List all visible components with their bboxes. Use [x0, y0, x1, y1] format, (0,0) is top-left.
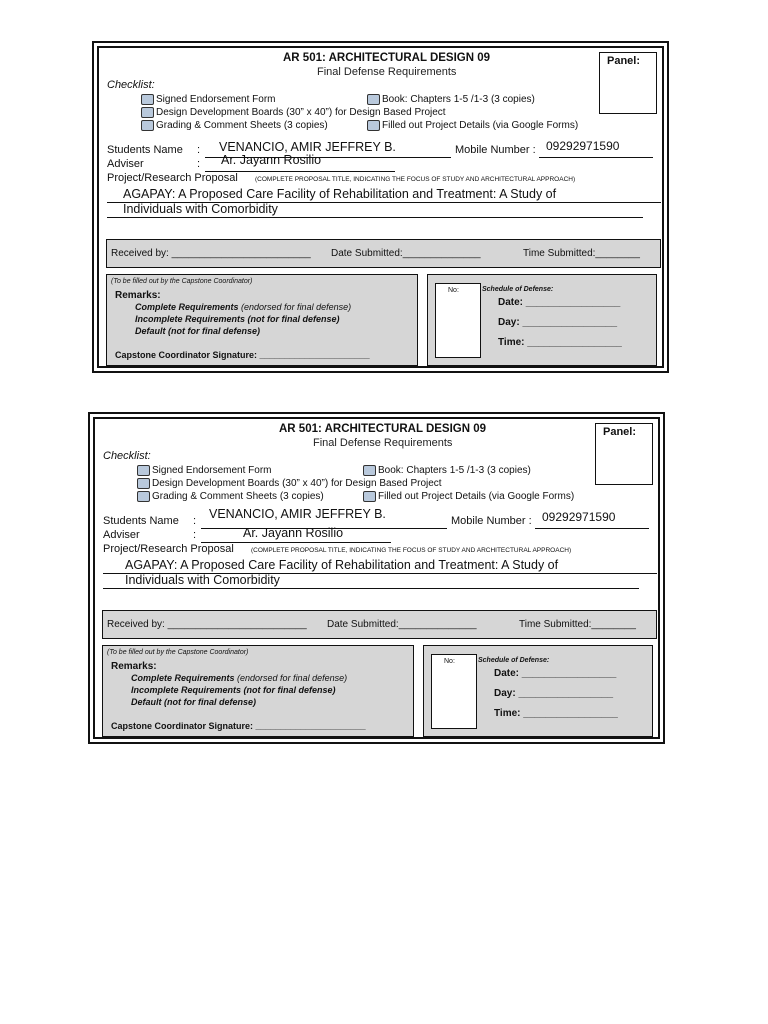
no-box[interactable]	[431, 654, 477, 729]
adviser-label: Adviser	[103, 529, 140, 541]
coordinator-box	[102, 645, 414, 737]
form-inner-border	[93, 417, 660, 739]
remark-complete[interactable]	[131, 673, 347, 683]
schedule-day[interactable]: Day: _________________	[498, 317, 617, 328]
checklist-item-label: Grading & Comment Sheets (3 copies)	[152, 491, 324, 502]
students-name-value[interactable]: VENANCIO, AMIR JEFFREY B.	[219, 140, 396, 154]
remark-default[interactable]: Default (not for final defense)	[131, 697, 257, 707]
proposal-title-line-2[interactable]: Individuals with Comorbidity	[125, 573, 280, 587]
remarks-label: Remarks:	[111, 661, 157, 672]
remark-incomplete[interactable]: Incomplete Requirements (not for final defense)	[131, 685, 336, 695]
remark-default[interactable]: Default (not for final defense)	[135, 326, 261, 336]
checklist-item-project-details	[367, 120, 578, 131]
defense-form-1	[92, 41, 669, 373]
received-by[interactable]: Received by: _________________________	[111, 248, 311, 259]
form-subtitle: Final Defense Requirements	[313, 437, 453, 449]
submission-box	[106, 239, 661, 268]
mobile-number-value[interactable]: 09292971590	[542, 510, 616, 524]
checklist-label: Checklist:	[107, 79, 155, 91]
checklist-item-endorsement	[137, 465, 272, 476]
schedule-day[interactable]: Day: _________________	[494, 688, 613, 699]
date-submitted[interactable]: Date Submitted:______________	[327, 619, 477, 630]
no-box[interactable]	[435, 283, 481, 358]
checklist-item-label: Book: Chapters 1-5 /1-3 (3 copies)	[382, 94, 535, 105]
checklist-item-label: Design Development Boards (30” x 40”) for Design Based Project	[156, 107, 446, 118]
checklist-item-label: Design Development Boards (30” x 40”) for Design Based Project	[152, 478, 442, 489]
schedule-date[interactable]: Date: _________________	[498, 297, 621, 308]
time-submitted[interactable]: Time Submitted:________	[519, 619, 636, 630]
checklist-item-label: Signed Endorsement Form	[152, 465, 272, 476]
defense-form-2	[88, 412, 665, 744]
submission-box	[102, 610, 657, 639]
mobile-number-value[interactable]: 09292971590	[546, 139, 620, 153]
checklist-label: Checklist:	[103, 450, 151, 462]
proposal-title-line-1[interactable]: AGAPAY: A Proposed Care Facility of Rehabilitation and Treatment: A Study of	[123, 187, 557, 201]
checklist-item-grading	[137, 491, 324, 502]
checkbox-project-details[interactable]	[363, 491, 376, 502]
coordinator-signature[interactable]: Capstone Coordinator Signature: ______________________	[115, 350, 370, 360]
checklist-item-book	[367, 94, 535, 105]
form-inner-border	[97, 46, 664, 368]
students-name-label: Students Name	[103, 515, 179, 527]
schedule-box	[423, 645, 653, 737]
coordinator-box	[106, 274, 418, 366]
schedule-time[interactable]: Time: _________________	[494, 708, 618, 719]
coordinator-signature[interactable]: Capstone Coordinator Signature: ______________________	[111, 721, 366, 731]
adviser-value[interactable]: Ar. Jayann Rosilio	[243, 526, 344, 540]
coordinator-note: (To be filled out by the Capstone Coordinator)	[111, 278, 253, 285]
mobile-number-label: Mobile Number :	[455, 144, 536, 156]
remark-complete-rest: (endorsed for final defense)	[234, 673, 348, 683]
proposal-line-2	[103, 588, 639, 589]
remark-complete[interactable]	[135, 302, 351, 312]
schedule-label: Schedule of Defense:	[478, 657, 550, 664]
checklist-item-label: Filled out Project Details (via Google Forms)	[378, 491, 575, 502]
schedule-box	[427, 274, 657, 366]
received-by[interactable]: Received by: _________________________	[107, 619, 307, 630]
proposal-label: Project/Research Proposal	[107, 172, 238, 184]
checklist-item-label: Signed Endorsement Form	[156, 94, 276, 105]
students-name-label: Students Name	[107, 144, 183, 156]
checklist-item-endorsement	[141, 94, 276, 105]
colon: :	[197, 144, 201, 156]
form-title: AR 501: ARCHITECTURAL DESIGN 09	[279, 423, 487, 435]
schedule-date[interactable]: Date: _________________	[494, 668, 617, 679]
checkbox-book[interactable]	[367, 94, 380, 105]
colon: :	[197, 158, 201, 170]
remark-complete-rest: (endorsed for final defense)	[238, 302, 352, 312]
checklist-item-label: Filled out Project Details (via Google Forms)	[382, 120, 579, 131]
checkbox-endorsement[interactable]	[141, 94, 154, 105]
proposal-title-line-1[interactable]: AGAPAY: A Proposed Care Facility of Rehabilitation and Treatment: A Study of	[125, 558, 559, 572]
no-label: No:	[444, 658, 455, 665]
remarks-label: Remarks:	[115, 290, 161, 301]
form-title: AR 501: ARCHITECTURAL DESIGN 09	[283, 52, 491, 64]
coordinator-note: (To be filled out by the Capstone Coordinator)	[107, 649, 249, 656]
proposal-note: (COMPLETE PROPOSAL TITLE, INDICATING THE FOCUS OF STUDY AND ARCHITECTURAL APPROACH)	[255, 176, 576, 183]
colon: :	[193, 515, 197, 527]
proposal-label: Project/Research Proposal	[103, 543, 234, 555]
panel-label: Panel:	[603, 426, 637, 438]
time-submitted[interactable]: Time Submitted:________	[523, 248, 640, 259]
proposal-title-line-2[interactable]: Individuals with Comorbidity	[123, 202, 278, 216]
mobile-number-line	[539, 157, 653, 158]
checklist-item-project-details	[363, 491, 574, 502]
checklist-item-label: Book: Chapters 1-5 /1-3 (3 copies)	[378, 465, 531, 476]
panel-label: Panel:	[607, 55, 641, 67]
proposal-note: (COMPLETE PROPOSAL TITLE, INDICATING THE FOCUS OF STUDY AND ARCHITECTURAL APPROACH)	[251, 547, 572, 554]
checklist-item-book	[363, 465, 531, 476]
checkbox-grading[interactable]	[141, 120, 154, 131]
remark-complete-bold: Complete Requirements	[131, 673, 235, 683]
date-submitted[interactable]: Date Submitted:______________	[331, 248, 481, 259]
checkbox-boards[interactable]	[141, 107, 154, 118]
form-subtitle: Final Defense Requirements	[317, 66, 457, 78]
adviser-label: Adviser	[107, 158, 144, 170]
remark-complete-bold: Complete Requirements	[135, 302, 239, 312]
mobile-number-label: Mobile Number :	[451, 515, 532, 527]
colon: :	[193, 529, 197, 541]
checklist-item-boards	[137, 478, 442, 489]
checkbox-grading[interactable]	[137, 491, 150, 502]
checklist-item-label: Grading & Comment Sheets (3 copies)	[156, 120, 328, 131]
no-label: No:	[448, 287, 459, 294]
checklist-item-grading	[141, 120, 328, 131]
proposal-line-2	[107, 217, 643, 218]
checklist-item-boards	[141, 107, 446, 118]
adviser-value[interactable]: Ar. Jayann Rosilio	[221, 153, 322, 167]
checkbox-project-details[interactable]	[367, 120, 380, 131]
checkbox-endorsement[interactable]	[137, 465, 150, 476]
checkbox-book[interactable]	[363, 465, 376, 476]
mobile-number-line	[535, 528, 649, 529]
schedule-time[interactable]: Time: _________________	[498, 337, 622, 348]
schedule-label: Schedule of Defense:	[482, 286, 554, 293]
remark-incomplete[interactable]: Incomplete Requirements (not for final defense)	[135, 314, 340, 324]
students-name-value[interactable]: VENANCIO, AMIR JEFFREY B.	[209, 507, 386, 521]
checkbox-boards[interactable]	[137, 478, 150, 489]
